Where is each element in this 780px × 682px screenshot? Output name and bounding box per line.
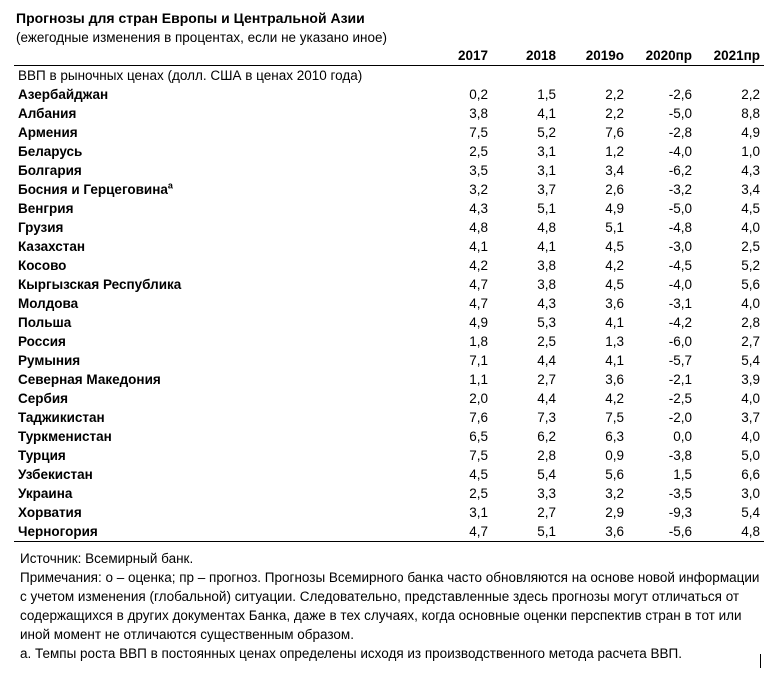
value-cell: 3,8 (537, 258, 556, 273)
footnote-marker: a (167, 180, 173, 191)
value-cell: 2,6 (605, 182, 624, 197)
value-cell: 3,6 (605, 296, 624, 311)
value-cell: 4,8 (537, 220, 556, 235)
table-row (14, 313, 764, 332)
forecast-table (14, 46, 764, 542)
country-cell (14, 256, 424, 275)
table-row (14, 408, 764, 427)
value-cell: 3,6 (560, 522, 628, 542)
table-header-row (14, 46, 764, 66)
country-name: Туркменистан (18, 429, 112, 444)
country-name: Украина (18, 486, 73, 501)
value-cell: 2,2 (605, 106, 624, 121)
value-cell: 4,7 (469, 277, 488, 292)
value-cell: 7,1 (469, 353, 488, 368)
country-cell (14, 389, 424, 408)
value-cell: 1,8 (469, 334, 488, 349)
country-cell (14, 465, 424, 484)
value-cell: -5,0 (668, 201, 692, 216)
value-cell: 3,2 (605, 486, 624, 501)
country-cell (14, 313, 424, 332)
source-note: Источник: Всемирный банк. (20, 551, 194, 566)
country-name: Молдова (18, 296, 79, 311)
table-row (14, 332, 764, 351)
country-name: Косово (18, 258, 67, 273)
value-cell: -3,8 (668, 448, 692, 463)
value-cell: 5,1 (537, 201, 556, 216)
country-cell (14, 237, 424, 256)
value-cell: -6,0 (668, 334, 692, 349)
value-cell: -5,6 (628, 522, 696, 542)
value-cell: -2,6 (668, 87, 692, 102)
table-row (14, 484, 764, 503)
table-row (14, 370, 764, 389)
table-row (14, 199, 764, 218)
country-name: Армения (18, 125, 78, 140)
value-cell: 6,5 (469, 429, 488, 444)
value-cell: 2,5 (469, 486, 488, 501)
value-cell: 5,2 (537, 125, 556, 140)
country-cell (14, 522, 424, 542)
value-cell: 2,0 (469, 391, 488, 406)
value-cell: 5,6 (605, 467, 624, 482)
country-name: Болгария (18, 163, 82, 178)
edge-mark (760, 654, 761, 668)
value-cell: 3,1 (469, 505, 488, 520)
value-cell: 7,5 (605, 410, 624, 425)
value-cell: 2,5 (469, 144, 488, 159)
country-name: Грузия (18, 220, 64, 235)
country-name: Албания (18, 106, 77, 121)
value-cell: 4,0 (741, 391, 760, 406)
value-cell: 4,1 (469, 239, 488, 254)
value-cell: 4,1 (537, 239, 556, 254)
value-cell: 3,1 (537, 163, 556, 178)
value-cell: 1,1 (469, 372, 488, 387)
table-row (14, 389, 764, 408)
value-cell: 2,7 (741, 334, 760, 349)
country-cell (14, 218, 424, 237)
value-cell: 5,1 (605, 220, 624, 235)
value-cell: 4,7 (424, 522, 492, 542)
value-cell: 5,4 (537, 467, 556, 482)
value-cell: 4,3 (741, 163, 760, 178)
table-row (14, 123, 764, 142)
country-cell (14, 332, 424, 351)
header-year: 2017 (424, 46, 492, 66)
value-cell: 6,6 (741, 467, 760, 482)
remarks-note: Примечания: о – оценка; пр – прогноз. Прогнозы Всемирного банка часто обновляются на основе новой информации с учетом изменения (глобальной) ситуации. Следовательно, представленные здесь прогнозы могут отличаться от содержащихся в других документах Банка, даже в тех случаях, когда основные оценки перспектив стран в тот или иной момент не отличаются существенным образом. (20, 570, 760, 642)
country-name: Россия (18, 334, 66, 349)
value-cell: 4,1 (605, 315, 624, 330)
value-cell: 3,6 (605, 372, 624, 387)
table-row (14, 104, 764, 123)
page-subtitle: (ежегодные изменения в процентах, если не указано иное) (16, 30, 388, 45)
value-cell: 4,0 (741, 220, 760, 235)
value-cell: 4,5 (605, 277, 624, 292)
section-row (14, 66, 764, 86)
header-year: 2021пр (696, 46, 764, 66)
value-cell: -3,1 (668, 296, 692, 311)
value-cell: 4,4 (537, 391, 556, 406)
value-cell: 4,8 (696, 522, 764, 542)
value-cell: 3,1 (537, 144, 556, 159)
header-year: 2019о (560, 46, 628, 66)
value-cell: -4,8 (668, 220, 692, 235)
country-cell (14, 199, 424, 218)
value-cell: 3,8 (469, 106, 488, 121)
country-name: Черногория (18, 524, 98, 539)
value-cell: 5,1 (492, 522, 560, 542)
table-row (14, 237, 764, 256)
value-cell: -3,5 (668, 486, 692, 501)
country-name: Хорватия (18, 505, 82, 520)
value-cell: 4,0 (741, 429, 760, 444)
value-cell: 1,0 (741, 144, 760, 159)
country-name: Турция (18, 448, 66, 463)
value-cell: -6,2 (668, 163, 692, 178)
value-cell: 1,2 (605, 144, 624, 159)
value-cell: -9,3 (668, 505, 692, 520)
header-year: 2018 (492, 46, 560, 66)
country-name: Таджикистан (18, 410, 105, 425)
header-year: 2020пр (628, 46, 696, 66)
value-cell: 4,9 (469, 315, 488, 330)
country-name: Польша (18, 315, 72, 330)
table-row (14, 294, 764, 313)
table-row (14, 142, 764, 161)
country-name: Сербия (18, 391, 69, 406)
table-row (14, 180, 764, 199)
country-cell (14, 104, 424, 123)
value-cell: 2,7 (537, 372, 556, 387)
value-cell: 1,5 (537, 87, 556, 102)
value-cell: 3,5 (469, 163, 488, 178)
value-cell: 5,0 (741, 448, 760, 463)
value-cell: 8,8 (741, 106, 760, 121)
value-cell: 3,7 (741, 410, 760, 425)
country-name: Беларусь (18, 144, 83, 159)
value-cell: 3,0 (741, 486, 760, 501)
country-name: Кыргызская Республика (18, 277, 182, 292)
value-cell: 3,2 (469, 182, 488, 197)
value-cell: 3,3 (537, 486, 556, 501)
value-cell: 2,2 (741, 87, 760, 102)
value-cell: 4,1 (605, 353, 624, 368)
header-country (14, 46, 424, 66)
value-cell: 4,2 (605, 391, 624, 406)
footnote-a: a. Темпы роста ВВП в постоянных ценах определены исходя из производственного метода расчета ВВП. (20, 646, 682, 661)
value-cell: 1,3 (605, 334, 624, 349)
value-cell: -2,0 (668, 410, 692, 425)
value-cell: 5,2 (741, 258, 760, 273)
value-cell: 5,3 (537, 315, 556, 330)
value-cell: 0,2 (469, 87, 488, 102)
value-cell: 6,2 (537, 429, 556, 444)
value-cell: 7,6 (605, 125, 624, 140)
country-cell (14, 484, 424, 503)
value-cell: 4,1 (537, 106, 556, 121)
value-cell: 3,7 (537, 182, 556, 197)
country-name: Азербайджан (18, 87, 109, 102)
value-cell: -5,7 (668, 353, 692, 368)
country-cell (14, 142, 424, 161)
value-cell: 4,2 (469, 258, 488, 273)
value-cell: 5,6 (741, 277, 760, 292)
page-title: Прогнозы для стран Европы и Центральной Азии (16, 10, 365, 26)
value-cell: 1,5 (673, 467, 692, 482)
country-cell (14, 85, 424, 104)
value-cell: 4,9 (605, 201, 624, 216)
value-cell: -2,5 (668, 391, 692, 406)
table-row (14, 446, 764, 465)
value-cell: 4,7 (469, 296, 488, 311)
table-row (14, 218, 764, 237)
country-cell (14, 408, 424, 427)
value-cell: -4,0 (668, 144, 692, 159)
value-cell: 0,0 (673, 429, 692, 444)
section-label: ВВП в рыночных ценах (долл. США в ценах 2010 года) (18, 68, 363, 83)
country-name: Северная Македония (18, 372, 161, 387)
value-cell: -5,0 (668, 106, 692, 121)
value-cell: -2,1 (668, 372, 692, 387)
table-row (14, 522, 764, 542)
table-row (14, 85, 764, 104)
value-cell: 0,9 (605, 448, 624, 463)
value-cell: 4,2 (605, 258, 624, 273)
country-cell (14, 370, 424, 389)
value-cell: 4,8 (469, 220, 488, 235)
value-cell: 4,5 (741, 201, 760, 216)
table-row (14, 351, 764, 370)
value-cell: 3,9 (741, 372, 760, 387)
country-name: Румыния (18, 353, 81, 368)
country-cell (14, 446, 424, 465)
country-name: Узбекистан (18, 467, 93, 482)
value-cell: 7,5 (469, 448, 488, 463)
country-name: Казахстан (18, 239, 86, 254)
country-cell (14, 275, 424, 294)
value-cell: 2,9 (605, 505, 624, 520)
value-cell: 2,8 (741, 315, 760, 330)
value-cell: 4,4 (537, 353, 556, 368)
table-row (14, 256, 764, 275)
country-name: Босния и Герцеговина (18, 182, 168, 197)
notes-block (20, 549, 760, 663)
value-cell: 4,9 (741, 125, 760, 140)
country-name: Венгрия (18, 201, 74, 216)
value-cell: -2,8 (668, 125, 692, 140)
country-cell (14, 427, 424, 446)
table-row (14, 465, 764, 484)
value-cell: 6,3 (605, 429, 624, 444)
value-cell: 4,5 (469, 467, 488, 482)
country-cell (14, 351, 424, 370)
value-cell: 2,8 (537, 448, 556, 463)
table-row (14, 275, 764, 294)
value-cell: 2,5 (537, 334, 556, 349)
country-cell (14, 503, 424, 522)
value-cell: 4,0 (741, 296, 760, 311)
table-row (14, 161, 764, 180)
value-cell: 7,6 (469, 410, 488, 425)
value-cell: -4,5 (668, 258, 692, 273)
value-cell: -4,2 (668, 315, 692, 330)
value-cell: 5,4 (741, 505, 760, 520)
country-cell (14, 123, 424, 142)
value-cell: -3,0 (668, 239, 692, 254)
value-cell: 4,5 (605, 239, 624, 254)
value-cell: -3,2 (668, 182, 692, 197)
value-cell: -4,0 (668, 277, 692, 292)
country-cell (14, 180, 424, 199)
country-cell (14, 294, 424, 313)
value-cell: 2,7 (537, 505, 556, 520)
value-cell: 7,3 (537, 410, 556, 425)
value-cell: 3,4 (741, 182, 760, 197)
value-cell: 7,5 (469, 125, 488, 140)
table-row (14, 427, 764, 446)
value-cell: 2,2 (605, 87, 624, 102)
value-cell: 4,3 (469, 201, 488, 216)
value-cell: 2,5 (741, 239, 760, 254)
value-cell: 4,3 (537, 296, 556, 311)
value-cell: 3,4 (605, 163, 624, 178)
value-cell: 3,8 (537, 277, 556, 292)
value-cell: 5,4 (741, 353, 760, 368)
table-row (14, 503, 764, 522)
country-cell (14, 161, 424, 180)
